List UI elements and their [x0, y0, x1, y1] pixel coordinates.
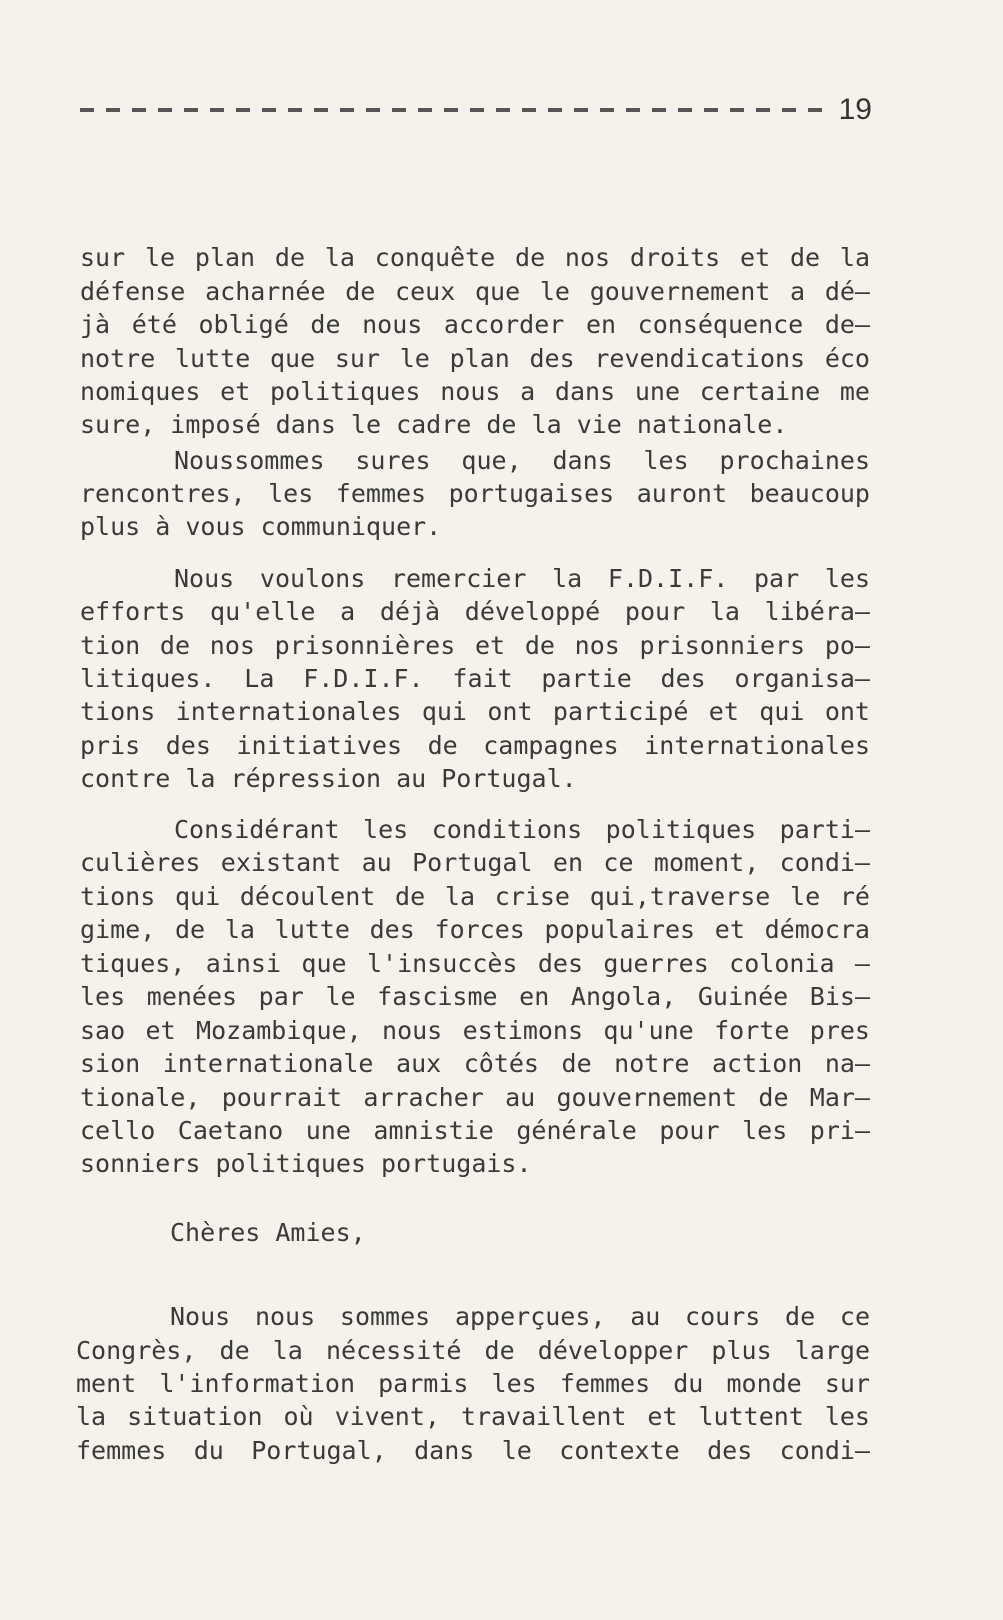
text-line: jà été obligé de nous accorder en conséquence de– — [80, 310, 870, 339]
text-line: Nous voulons remercier la F.D.I.F. par les — [174, 564, 870, 593]
text-line: cello Caetano une amnistie générale pour les pri– — [80, 1116, 870, 1145]
text-line: litiques. La F.D.I.F. fait partie des organisa– — [80, 664, 870, 693]
text-line: notre lutte que sur le plan des revendications éco — [80, 344, 870, 373]
text-line: contre la répression au Portugal. — [80, 764, 577, 793]
text-line: Nous nous sommes apperçues, au cours de ce — [170, 1302, 870, 1331]
text-line: sonniers politiques portugais. — [80, 1149, 532, 1178]
text-line: les menées par le fascisme en Angola, Guinée Bis– — [80, 982, 870, 1011]
text-line: tionale, pourrait arracher au gouvernement de Mar– — [80, 1083, 870, 1112]
text-line: Congrès, de la nécessité de développer plus large — [76, 1336, 870, 1365]
page-number: 19 — [838, 93, 872, 126]
text-line: gime, de la lutte des forces populaires et démocra — [80, 915, 870, 944]
page-header — [80, 92, 872, 132]
text-line: Considérant les conditions politiques parti– — [174, 815, 870, 844]
header-dash-rule — [80, 108, 832, 112]
text-line: ment l'information parmis les femmes du monde sur — [76, 1369, 870, 1398]
text-line: sur le plan de la conquête de nos droits et de la — [80, 243, 870, 272]
text-line: tions qui découlent de la crise qui,traverse le ré — [80, 882, 870, 911]
text-line: tions internationales qui ont participé et qui ont — [80, 697, 870, 726]
text-line: sion internationale aux côtés de notre action na– — [80, 1049, 870, 1078]
text-line: femmes du Portugal, dans le contexte des condi– — [76, 1436, 870, 1465]
text-line: culières existant au Portugal en ce moment, condi– — [80, 848, 870, 877]
text-line: efforts qu'elle a déjà développé pour la libéra– — [80, 597, 870, 626]
text-line: plus à vous communiquer. — [80, 512, 442, 541]
text-line: tiques, ainsi que l'insuccès des guerres colonia – — [80, 949, 870, 978]
text-line: Noussommes sures que, dans les prochaines — [174, 446, 870, 475]
salutation: Chères Amies, — [170, 1218, 366, 1247]
text-line: rencontres, les femmes portugaises auront beaucoup — [80, 479, 870, 508]
text-line: nomiques et politiques nous a dans une certaine me — [80, 377, 870, 406]
text-line: la situation où vivent, travaillent et luttent les — [76, 1402, 870, 1431]
text-line: pris des initiatives de campagnes internationales — [80, 731, 870, 760]
text-line: sao et Mozambique, nous estimons qu'une forte pres — [80, 1016, 870, 1045]
text-line: défense acharnée de ceux que le gouvernement a dé– — [80, 277, 870, 306]
text-line: sure, imposé dans le cadre de la vie nationale. — [80, 410, 788, 439]
text-line: tion de nos prisonnières et de nos prisonniers po– — [80, 631, 870, 660]
